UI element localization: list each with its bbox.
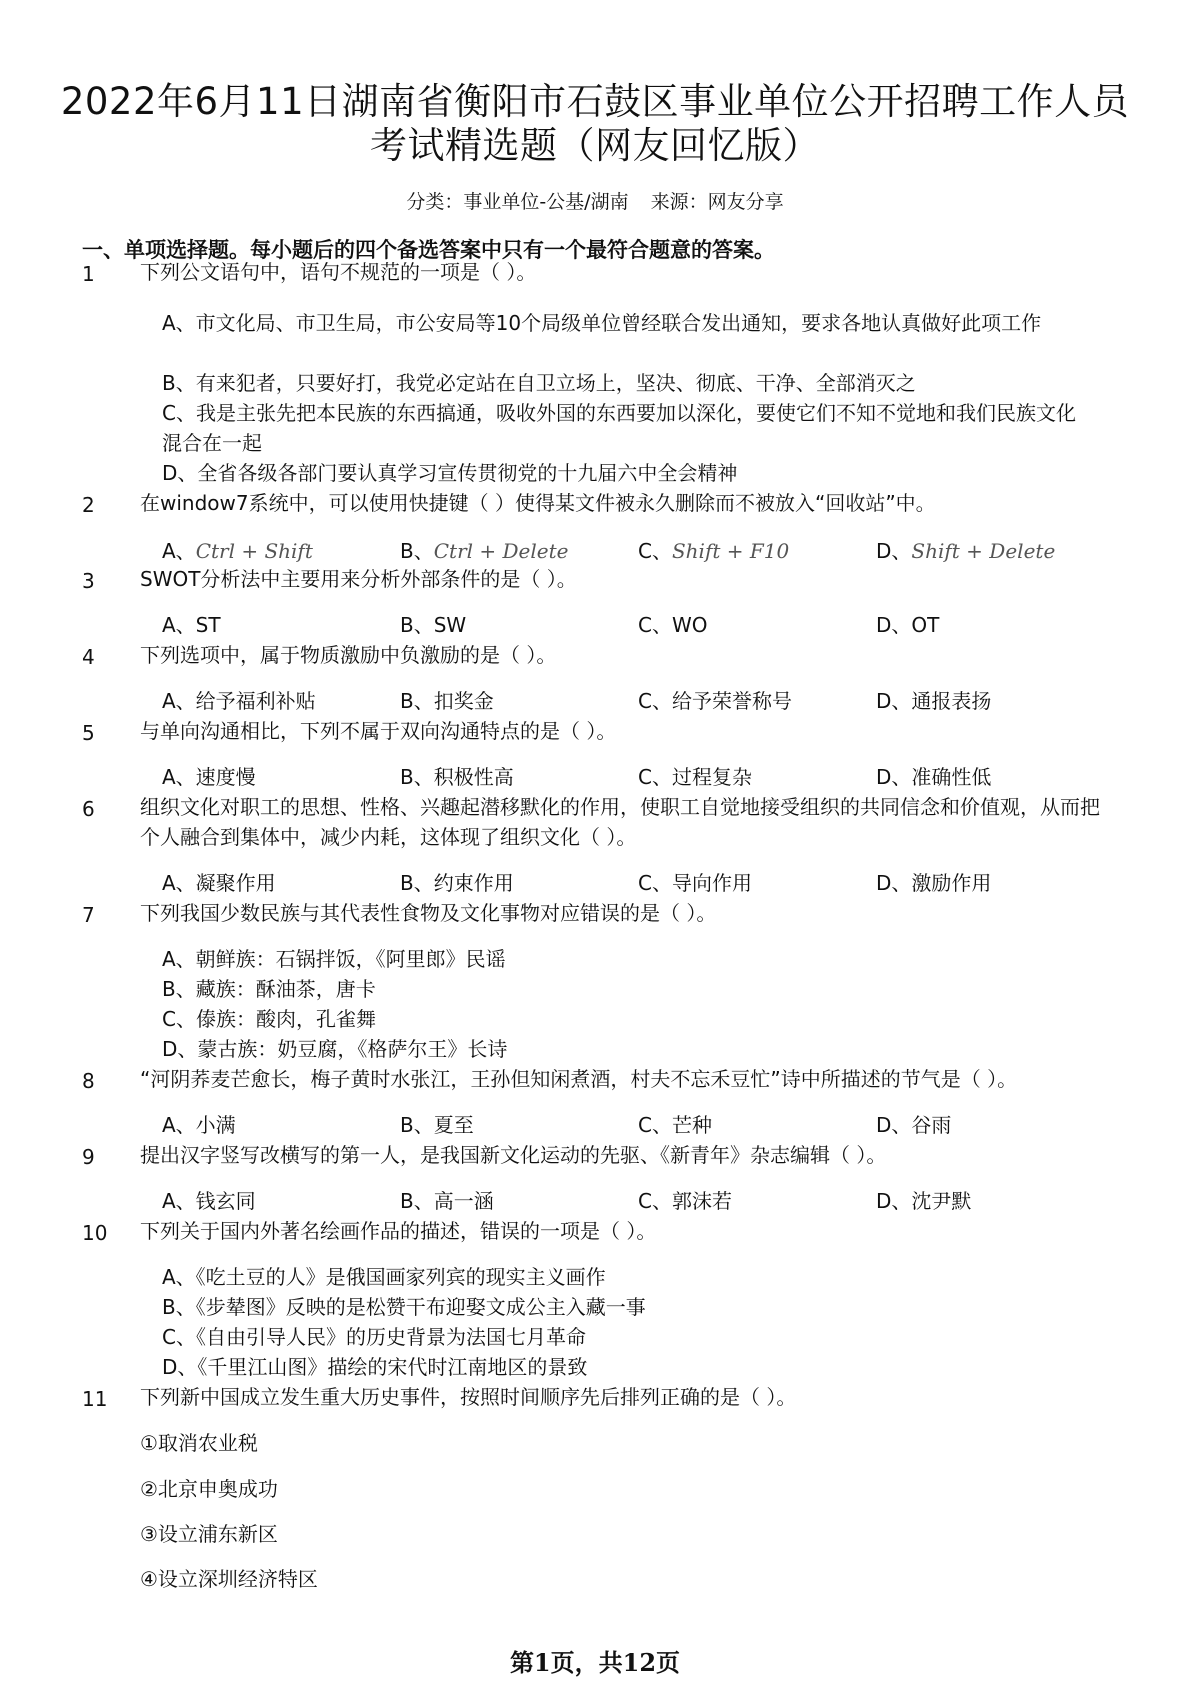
- option-c: C、过程复杂: [638, 765, 752, 789]
- option-a: [162, 536, 313, 566]
- option-d: D、准确性低: [876, 765, 992, 789]
- title-line-1: 2022年6月11日湖南省衡阳市石鼓区事业单位公开招聘工作人员: [60, 80, 1130, 123]
- question-number: 4: [82, 645, 95, 669]
- question-text: SWOT分析法中主要用来分析外部条件的是（ ）。: [140, 567, 577, 591]
- question-text: 下列公文语句中，语句不规范的一项是（ ）。: [140, 260, 537, 284]
- option-c: [638, 536, 789, 566]
- question-text: 下列我国少数民族与其代表性食物及文化事物对应错误的是（ ）。: [140, 901, 717, 925]
- question-text: 组织文化对职工的思想、性格、兴趣起潜移默化的作用，使职工自觉地接受组织的共同信念和价值观，从而把个人融合到集体中，减少内耗，这体现了组织文化（ ）。: [140, 795, 1100, 849]
- question-number: 6: [82, 797, 95, 821]
- event-item: ③设立浦东新区: [140, 1522, 278, 1546]
- page-footer: 第1页，共12页: [509, 1648, 681, 1677]
- option-b: B、约束作用: [400, 871, 514, 895]
- option-d: D、通报表扬: [876, 689, 992, 713]
- title-line-2: 考试精选题（网友回忆版）: [370, 124, 820, 167]
- question-text: 提出汉字竖写改横写的第一人，是我国新文化运动的先驱、《新青年》杂志编辑（ ）。: [140, 1143, 887, 1167]
- option-c: C、WO: [638, 613, 708, 637]
- option-a: A、速度慢: [162, 765, 256, 789]
- event-item: ②北京申奥成功: [140, 1477, 278, 1501]
- option-c: C、芒种: [638, 1113, 712, 1137]
- option-b: B、藏族：酥油茶，唐卡: [162, 977, 376, 1001]
- meta-category: 分类：事业单位-公基/湖南: [406, 191, 629, 213]
- question-number: 5: [82, 721, 95, 745]
- option-b: B、积极性高: [400, 765, 514, 789]
- question-number: 8: [82, 1069, 95, 1093]
- option-d: D、沈尹默: [876, 1189, 972, 1213]
- option-d: [876, 536, 1055, 566]
- question-number: 9: [82, 1145, 95, 1169]
- option-c: C、郭沫若: [638, 1189, 732, 1213]
- question-text: 下列新中国成立发生重大历史事件，按照时间顺序先后排列正确的是（ ）。: [140, 1385, 797, 1409]
- option-prefix: B、: [400, 539, 434, 563]
- option-b: B、高一涵: [400, 1189, 494, 1213]
- question-number: 11: [82, 1387, 108, 1411]
- option-c: C、给予荣誉称号: [638, 689, 792, 713]
- option-a: A、市文化局、市卫生局，市公安局等10个局级单位曾经联合发出通知，要求各地认真做好此项工作: [162, 311, 1042, 335]
- option-d: D、蒙古族：奶豆腐，《格萨尔王》长诗: [162, 1037, 508, 1061]
- option-d: D、激励作用: [876, 871, 992, 895]
- option-c: C、傣族：酸肉，孔雀舞: [162, 1007, 376, 1031]
- option-b: B、夏至: [400, 1113, 474, 1137]
- question-number: 7: [82, 903, 95, 927]
- option-d: D、全省各级各部门要认真学习宣传贯彻党的十九届六中全会精神: [162, 461, 738, 485]
- section-heading: 一、单项选择题。每小题后的四个备选答案中只有一个最符合题意的答案。: [82, 238, 775, 262]
- option-prefix: A、: [162, 539, 196, 563]
- option-a: A、小满: [162, 1113, 236, 1137]
- option-a: A、给予福利补贴: [162, 689, 316, 713]
- shortcut-text: Shift + F10: [671, 539, 790, 563]
- question-text: 下列关于国内外著名绘画作品的描述，错误的一项是（ ）。: [140, 1219, 657, 1243]
- question-text: 与单向沟通相比，下列不属于双向沟通特点的是（ ）。: [140, 719, 617, 743]
- option-prefix: C、: [638, 539, 672, 563]
- option-b: B、SW: [400, 613, 467, 637]
- shortcut-text: Ctrl + Shift: [195, 539, 313, 563]
- option-c: C、我是主张先把本民族的东西搞通，吸收外国的东西要加以深化，要使它们不知不觉地和我们民族文化混合在一起: [162, 401, 1076, 455]
- option-a: A、朝鲜族：石锅拌饭，《阿里郎》民谣: [162, 947, 506, 971]
- question-number: 1: [82, 262, 95, 286]
- question-number: 10: [82, 1221, 108, 1245]
- question-number: 3: [82, 569, 95, 593]
- option-d: D、《千里江山图》描绘的宋代时江南地区的景致: [162, 1355, 588, 1379]
- option-b: B、《步辇图》反映的是松赞干布迎娶文成公主入藏一事: [162, 1295, 646, 1319]
- option-c: C、《自由引导人民》的历史背景为法国七月革命: [162, 1325, 586, 1349]
- option-b: [400, 536, 568, 566]
- option-b: B、有来犯者，只要好打，我党必定站在自卫立场上，坚决、彻底、干净、全部消灭之: [162, 371, 916, 395]
- option-a: A、《吃土豆的人》是俄国画家列宾的现实主义画作: [162, 1265, 606, 1289]
- meta-line: [0, 187, 1190, 214]
- option-prefix: D、: [876, 539, 912, 563]
- event-item: ①取消农业税: [140, 1431, 258, 1455]
- shortcut-text: Shift + Delete: [911, 539, 1056, 563]
- option-a: A、钱玄同: [162, 1189, 256, 1213]
- meta-source: 来源：网友分享: [650, 191, 784, 213]
- question-number: 2: [82, 493, 95, 517]
- option-a: A、凝聚作用: [162, 871, 276, 895]
- question-text: “河阴荞麦芒愈长，梅子黄时水张江，王孙但知闲煮酒，村夫不忘禾豆忙”诗中所描述的节气是（ ）。: [140, 1067, 1018, 1091]
- option-c: C、导向作用: [638, 871, 752, 895]
- option-b: B、扣奖金: [400, 689, 494, 713]
- question-text: 在window7系统中，可以使用快捷键（ ）使得某文件被永久删除而不被放入“回收站”中。: [140, 491, 936, 515]
- option-d: D、谷雨: [876, 1113, 952, 1137]
- question-text: 下列选项中，属于物质激励中负激励的是（ ）。: [140, 643, 557, 667]
- shortcut-text: Ctrl + Delete: [433, 539, 569, 563]
- option-d: D、OT: [876, 613, 940, 637]
- option-a: A、ST: [162, 613, 221, 637]
- event-item: ④设立深圳经济特区: [140, 1567, 318, 1591]
